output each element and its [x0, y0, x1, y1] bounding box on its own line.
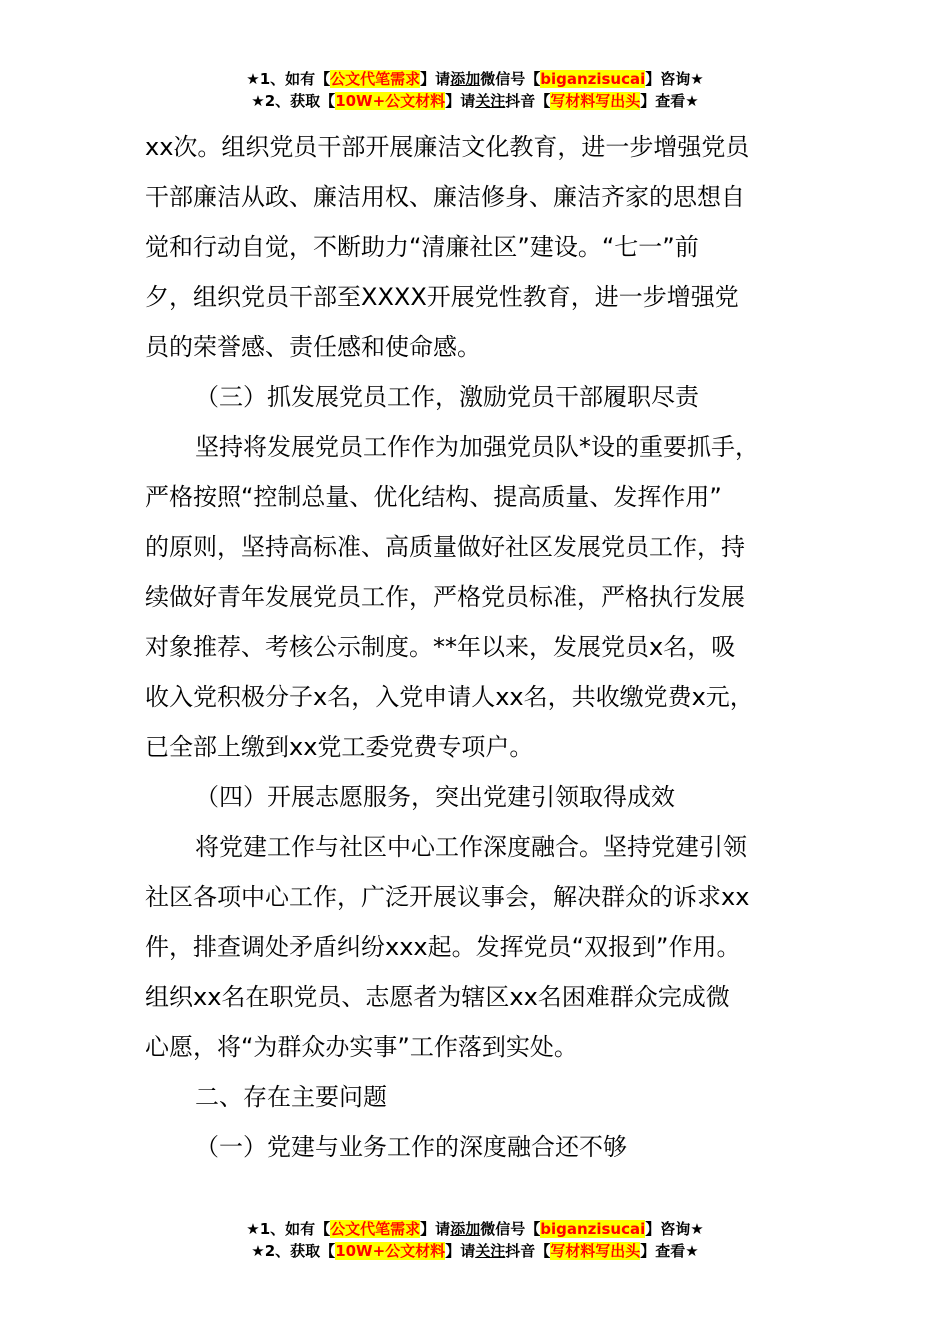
body-line: xx次。组织党员干部开展廉洁文化教育，进一步增强党员	[145, 133, 750, 161]
banner-text: 抖音【	[505, 1242, 551, 1260]
body-line: 严格按照“控制总量、优化结构、提高质量、发挥作用”	[145, 483, 722, 511]
body-line: 干部廉洁从政、廉洁用权、廉洁修身、廉洁齐家的思想自	[145, 183, 745, 211]
banner-line-2	[0, 90, 950, 112]
banner-highlight: 公文代笔需求	[330, 70, 421, 88]
banner-text: 】查看★	[640, 92, 699, 110]
document-body	[145, 122, 825, 1172]
banner-text: ★2、获取【	[251, 1242, 336, 1260]
banner-text: ★1、如有【	[246, 70, 331, 88]
banner-highlight: biganzisucai	[540, 1220, 646, 1238]
banner-underline: 添加	[450, 70, 481, 88]
section-heading: （四）开展志愿服务，突出党建引领取得成效	[195, 783, 675, 811]
body-line: 的原则，坚持高标准、高质量做好社区发展党员工作，持	[145, 533, 745, 561]
paragraph-first-line: 坚持将发展党员工作作为加强党员队*设的重要抓手，	[195, 433, 759, 461]
banner-text: 】请	[445, 92, 476, 110]
chapter-heading: 二、存在主要问题	[195, 1083, 387, 1111]
body-line: 员的荣誉感、责任感和使命感。	[145, 333, 481, 361]
banner-underline: 关注	[475, 1242, 506, 1260]
header-banner	[0, 68, 950, 112]
banner-underline: 关注	[475, 92, 506, 110]
banner-text: 】请	[420, 1220, 451, 1238]
body-line: 收入党积极分子x名，入党申请人xx名，共收缴党费x元，	[145, 683, 754, 711]
body-line: 件，排查调处矛盾纠纷xxx起。发挥党员“双报到”作用。	[145, 933, 741, 961]
paragraph-first-line: 将党建工作与社区中心工作深度融合。坚持党建引领	[195, 833, 747, 861]
banner-highlight: 写材料写出头	[550, 1242, 641, 1260]
section-heading: （三）抓发展党员工作，激励党员干部履职尽责	[195, 383, 699, 411]
banner-text: 】咨询★	[645, 70, 704, 88]
banner-text: 】请	[420, 70, 451, 88]
footer-banner	[0, 1218, 950, 1262]
body-line: 组织xx名在职党员、志愿者为辖区xx名困难群众完成微	[145, 983, 730, 1011]
banner-line-1	[0, 1218, 950, 1240]
banner-text: 】查看★	[640, 1242, 699, 1260]
banner-text: ★1、如有【	[246, 1220, 331, 1238]
body-line: 心愿，将“为群众办实事”工作落到实处。	[145, 1033, 578, 1061]
banner-underline: 添加	[450, 1220, 481, 1238]
banner-text: 微信号【	[480, 1220, 541, 1238]
body-line: 夕，组织党员干部至XXXX开展党性教育，进一步增强党	[145, 283, 739, 311]
banner-line-1	[0, 68, 950, 90]
banner-highlight: 10W+公文材料	[335, 1242, 446, 1260]
banner-text: ★2、获取【	[251, 92, 336, 110]
banner-text: 微信号【	[480, 70, 541, 88]
body-line: 已全部上缴到xx党工委党费专项户。	[145, 733, 534, 761]
banner-text: 抖音【	[505, 92, 551, 110]
banner-text: 】咨询★	[645, 1220, 704, 1238]
section-heading: （一）党建与业务工作的深度融合还不够	[195, 1133, 627, 1161]
body-line: 续做好青年发展党员工作，严格党员标准，严格执行发展	[145, 583, 745, 611]
banner-highlight: biganzisucai	[540, 70, 646, 88]
body-line: 社区各项中心工作，广泛开展议事会，解决群众的诉求xx	[145, 883, 750, 911]
banner-highlight: 写材料写出头	[550, 92, 641, 110]
banner-text: 】请	[445, 1242, 476, 1260]
banner-highlight: 公文代笔需求	[330, 1220, 421, 1238]
banner-highlight: 10W+公文材料	[335, 92, 446, 110]
body-line: 觉和行动自觉，不断助力“清廉社区”建设。“七一”前	[145, 233, 699, 261]
banner-line-2	[0, 1240, 950, 1262]
body-line: 对象推荐、考核公示制度。**年以来，发展党员x名，吸	[145, 633, 736, 661]
